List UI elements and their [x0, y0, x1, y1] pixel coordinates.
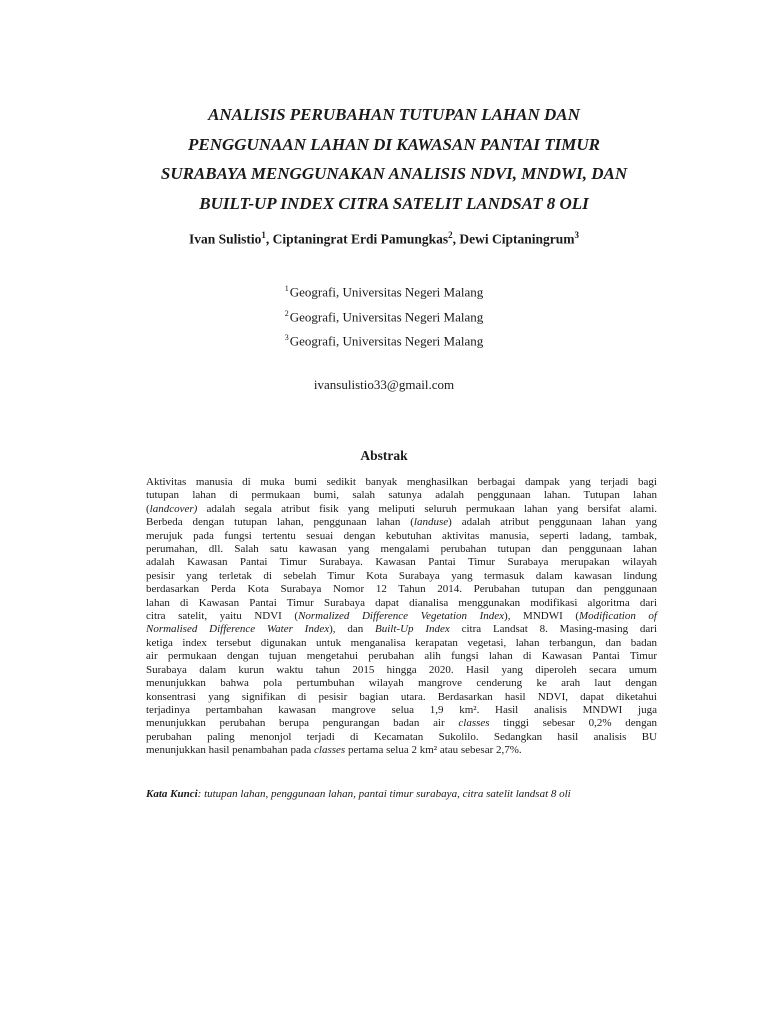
abstract-segment: Surabaya dalam kurun waktu tahun 2015 hingga 2020. Hasil yang diperoleh secara umum	[146, 663, 657, 676]
abstract-segment: (	[146, 502, 150, 515]
author-list	[100, 230, 668, 248]
abstract-line	[146, 637, 657, 650]
abstract-line	[146, 717, 657, 730]
abstract-line	[146, 476, 657, 489]
affiliation	[180, 329, 588, 354]
abstract-segment: classes	[314, 744, 346, 757]
title-line: SURABAYA MENGGUNAKAN ANALISIS NDVI, MNDWI, DAN	[160, 164, 628, 183]
abstract-segment: landcover)	[149, 502, 198, 515]
abstract-line	[146, 570, 657, 583]
author-email: ivansulistio33@gmail.com	[313, 377, 455, 392]
abstract-segment: Modification of	[579, 610, 657, 623]
abstract-segment: Berbeda dengan tutupan lahan, penggunaan lahan (	[146, 516, 414, 529]
abstract-line	[146, 623, 657, 636]
paper-title	[130, 100, 658, 218]
affiliation	[180, 305, 588, 330]
author-sup: 3	[574, 230, 580, 240]
abstract-line	[146, 530, 657, 543]
affiliation-list	[180, 280, 588, 354]
abstract-segment: Normalized Difference Vegetation Index	[298, 610, 505, 623]
title-line: BUILT-UP INDEX CITRA SATELIT LANDSAT 8 OLI	[199, 193, 589, 213]
abstract-segment: tinggi sebesar 0,2% dengan	[489, 717, 658, 730]
author-name: Ivan Sulistio	[188, 231, 262, 247]
abstract-line	[146, 691, 657, 704]
abstract-line	[146, 503, 657, 516]
author-sup: 1	[261, 230, 266, 240]
affiliation-sup: 1	[284, 284, 289, 293]
abstract-segment: lahan di Kawasan Pantai Timur Surabaya dapat dianalisa menggunakan modifikasi algoritma dari	[146, 596, 657, 609]
abstract-segment: merujuk pada fungsi tertentu sesuai dengan kebutuhan aktivitas manusia, seperti ladang, tambak,	[146, 529, 657, 542]
abstract-line	[146, 489, 657, 502]
abstract-line	[146, 556, 657, 569]
abstract-segment: pertama selua 2 km² atau sebesar 2,7%.	[345, 744, 522, 757]
abstract-body	[146, 476, 657, 758]
abstract-segment: menunjukkan perubahan berupa pengurangan badan air	[146, 717, 459, 730]
abstract-segment: ) adalah atribut penggunaan lahan yang	[448, 516, 658, 529]
title-line: PENGGUNAAN LAHAN DI KAWASAN PANTAI TIMUR	[187, 134, 601, 154]
abstract-segment: citra Landsat 8. Masing-masing dari	[449, 623, 658, 636]
abstract-line	[146, 516, 657, 529]
abstract-segment: perumahan, dll. Salah satu kawasan yang mengalami perubahan tutupan dan penggunaan lahan	[146, 543, 657, 556]
abstract-segment: pesisir yang terletak di sebelah Timur Kota Surabaya yang termasuk dalam kawasan lindung	[146, 569, 657, 582]
abstract-line	[146, 677, 657, 690]
author-separator: ,	[452, 231, 460, 247]
abstract-segment: tutupan lahan di permukaan bumi, salah satunya adalah penggunaan lahan. Tutupan lahan	[146, 489, 657, 502]
abstract-segment: adalah Kawasan Pantai Timur Surabaya. Kawasan Pantai Timur Surabaya merupakan wilayah	[146, 556, 657, 569]
abstract-segment: ), MNDWI (	[504, 610, 580, 623]
author-sup: 2	[448, 230, 453, 240]
abstract-segment: citra satelit, yaitu NDVI (	[146, 610, 299, 623]
abstract-line	[146, 610, 657, 623]
abstract-line	[146, 704, 657, 717]
affiliation-sup: 3	[284, 333, 289, 342]
abstract-segment: konsentrasi yang signifikan di pesisir bagian utara. Berdasarkan hasil NDVI, dapat diketahui	[146, 690, 657, 703]
keywords-label: Kata Kunci	[146, 788, 198, 800]
abstract-segment: ), dan	[329, 623, 376, 636]
abstract-segment: Built-Up Index	[375, 623, 450, 636]
author-name: Dewi Ciptaningrum	[459, 231, 575, 247]
affiliation-text: Geografi, Universitas Negeri Malang	[289, 284, 484, 300]
affiliation-text: Geografi, Universitas Negeri Malang	[289, 308, 484, 324]
abstract-segment: Normalised Difference Water Index	[146, 623, 330, 636]
affiliation-sup: 2	[284, 308, 289, 318]
abstract-line	[146, 597, 657, 610]
abstract-segment: classes	[458, 717, 490, 730]
abstract-line	[146, 543, 657, 556]
abstract-segment: Aktivitas manusia di muka bumi sedikit banyak menghasilkan berbagai dampak yang terjadi bagi	[146, 476, 657, 488]
abstract-segment: adalah segala atribut fisik yang meliputi seluruh permukaan lahan yang bersifat alami.	[197, 502, 657, 515]
author-separator: ,	[265, 231, 273, 247]
abstract-line	[146, 744, 657, 757]
abstract-line	[146, 731, 657, 744]
affiliation	[180, 280, 588, 305]
abstract-heading: Abstrak	[360, 448, 408, 463]
abstract-segment: air permukaan dengan tujuan mengetahui perubahan alih fungsi lahan di Kawasan Pantai Timur	[146, 650, 657, 663]
abstract-segment: terjadinya pertambahan kawasan mangrove selua 1,9 km². Hasil analisis MNDWI juga	[146, 703, 657, 716]
keywords	[146, 788, 657, 800]
abstract-line	[146, 583, 657, 596]
keywords-text: : tutupan lahan, penggunaan lahan, pantai timur surabaya, citra satelit landsat 8 oli	[197, 788, 571, 800]
abstract-line	[146, 650, 657, 663]
abstract-segment: ketiga index tersebut digunakan untuk menganalisa kerapatan vegetasi, lahan terbangun, dan badan	[146, 636, 657, 649]
author-name: Ciptaningrat Erdi Pamungkas	[272, 231, 449, 247]
abstract-segment: berdasarkan Perda Kota Surabaya Nomor 12 Tahun 2014. Perubahan tutupan dan penggunaan	[146, 583, 657, 596]
title-line: ANALISIS PERUBAHAN TUTUPAN LAHAN DAN	[208, 105, 580, 124]
abstract-segment: perubahan paling menonjol terjadi di Kecamatan Sukolilo. Sedangkan hasil analisis BU	[146, 730, 657, 743]
abstract-segment: menunjukkan bahwa pola pertumbuhan wilayah mangrove cenderung ke arah laut dengan	[146, 677, 657, 690]
abstract-segment: menunjukkan hasil penambahan pada	[146, 744, 315, 757]
abstract-segment: landuse	[413, 516, 449, 529]
abstract-line	[146, 664, 657, 677]
affiliation-text: Geografi, Universitas Negeri Malang	[289, 333, 484, 349]
